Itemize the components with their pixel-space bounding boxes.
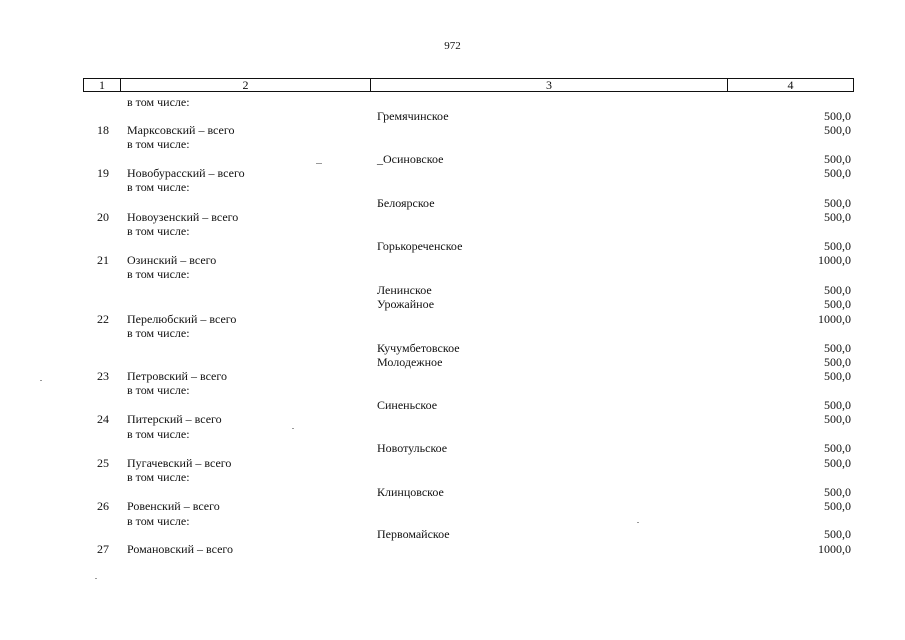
- settlement-cell: Ленинское: [377, 283, 432, 297]
- scan-speck: [40, 380, 42, 381]
- row-number: 21: [97, 253, 109, 267]
- amount-cell: 1000,0: [818, 312, 851, 326]
- table-row: [83, 383, 854, 397]
- row-number: 22: [97, 312, 109, 326]
- table-row: [83, 456, 854, 470]
- table-row: [83, 485, 854, 499]
- district-cell: в том числе:: [127, 224, 190, 238]
- table-row: [83, 283, 854, 297]
- amount-cell: 500,0: [824, 527, 851, 541]
- table-row: [83, 441, 854, 455]
- district-cell: Романовский – всего: [127, 542, 234, 556]
- district-cell: Перелюбский – всего: [127, 312, 237, 326]
- table-row: [83, 341, 854, 355]
- district-cell: в том числе:: [127, 470, 190, 484]
- district-cell: Петровский – всего: [127, 369, 227, 383]
- amount-cell: 500,0: [824, 412, 851, 426]
- settlement-cell: Урожайное: [377, 297, 435, 311]
- settlement-cell: Горькореченское: [377, 239, 463, 253]
- table-row: [83, 312, 854, 326]
- amount-cell: 500,0: [824, 456, 851, 470]
- column-header-3: 3: [371, 79, 728, 91]
- table-row: [83, 253, 854, 267]
- table-row: [83, 427, 854, 441]
- table-row: [83, 267, 854, 281]
- table-row: [83, 137, 854, 151]
- table-row: [83, 297, 854, 311]
- amount-cell: 500,0: [824, 485, 851, 499]
- table-row: [83, 542, 854, 556]
- amount-cell: 500,0: [824, 166, 851, 180]
- table-row: [83, 123, 854, 137]
- settlement-cell: Молодежное: [377, 355, 443, 369]
- table-row: [83, 180, 854, 194]
- district-cell: Новоузенский – всего: [127, 210, 239, 224]
- row-number: 18: [97, 123, 109, 137]
- settlement-cell: Синеньское: [377, 398, 438, 412]
- amount-cell: 500,0: [824, 283, 851, 297]
- district-cell: в том числе:: [127, 180, 190, 194]
- column-header-4: 4: [787, 78, 794, 92]
- settlement-cell: Клинцовское: [377, 485, 444, 499]
- district-cell: в том числе:: [127, 326, 190, 340]
- amount-cell: 500,0: [824, 355, 851, 369]
- district-cell: в том числе:: [127, 383, 190, 397]
- table-row: [83, 239, 854, 253]
- scan-speck: [292, 428, 294, 429]
- table-column-header: [83, 78, 854, 92]
- table-row: [83, 470, 854, 484]
- amount-cell: 500,0: [824, 109, 851, 123]
- amount-cell: 500,0: [824, 210, 851, 224]
- table-row: [83, 412, 854, 426]
- table-row: [83, 527, 854, 541]
- row-number: 20: [97, 210, 109, 224]
- row-number: 26: [97, 499, 109, 513]
- scan-speck: [316, 163, 322, 164]
- table-row: [83, 109, 854, 123]
- settlement-cell: _Осиновское: [377, 152, 444, 166]
- amount-cell: 500,0: [824, 369, 851, 383]
- district-cell: в том числе:: [127, 95, 190, 109]
- district-cell: Озинский – всего: [127, 253, 217, 267]
- row-number: 24: [97, 412, 109, 426]
- settlement-cell: Белоярское: [377, 196, 435, 210]
- scan-speck: [637, 522, 639, 523]
- table-row: [83, 152, 854, 166]
- district-cell: Новобурасский – всего: [127, 166, 245, 180]
- scan-speck: [95, 578, 97, 579]
- district-cell: Питерский – всего: [127, 412, 222, 426]
- table-row: [83, 398, 854, 412]
- amount-cell: 500,0: [824, 499, 851, 513]
- amount-cell: 500,0: [824, 441, 851, 455]
- district-cell: Ровенский – всего: [127, 499, 220, 513]
- table-row: [83, 355, 854, 369]
- row-number: 23: [97, 369, 109, 383]
- row-number: 19: [97, 166, 109, 180]
- amount-cell: 500,0: [824, 123, 851, 137]
- amount-cell: 1000,0: [818, 253, 851, 267]
- district-cell: в том числе:: [127, 427, 190, 441]
- amount-cell: 500,0: [824, 398, 851, 412]
- row-number: 25: [97, 456, 109, 470]
- column-header-2: 2: [121, 79, 371, 91]
- district-cell: Марксовский – всего: [127, 123, 235, 137]
- table-row: [83, 369, 854, 383]
- amount-cell: 500,0: [824, 297, 851, 311]
- table-row: [83, 210, 854, 224]
- amount-cell: 500,0: [824, 196, 851, 210]
- page-number: 972: [444, 40, 461, 52]
- settlement-cell: Первомайское: [377, 527, 450, 541]
- amount-cell: 500,0: [824, 239, 851, 253]
- table-row: [83, 95, 854, 109]
- table-row: [83, 514, 854, 528]
- table-row: [83, 499, 854, 513]
- row-number: 27: [97, 542, 109, 556]
- table-row: [83, 166, 854, 180]
- amount-cell: 500,0: [824, 341, 851, 355]
- district-cell: Пугачевский – всего: [127, 456, 232, 470]
- table-row: [83, 326, 854, 340]
- district-cell: в том числе:: [127, 514, 190, 528]
- amount-cell: 1000,0: [818, 542, 851, 556]
- column-header-1: 1: [84, 79, 121, 91]
- settlement-cell: Гремячинское: [377, 109, 449, 123]
- district-cell: в том числе:: [127, 267, 190, 281]
- district-cell: в том числе:: [127, 137, 190, 151]
- settlement-cell: Новотульское: [377, 441, 448, 455]
- settlement-cell: Кучумбетовское: [377, 341, 460, 355]
- table-row: [83, 224, 854, 238]
- table-row: [83, 196, 854, 210]
- amount-cell: 500,0: [824, 152, 851, 166]
